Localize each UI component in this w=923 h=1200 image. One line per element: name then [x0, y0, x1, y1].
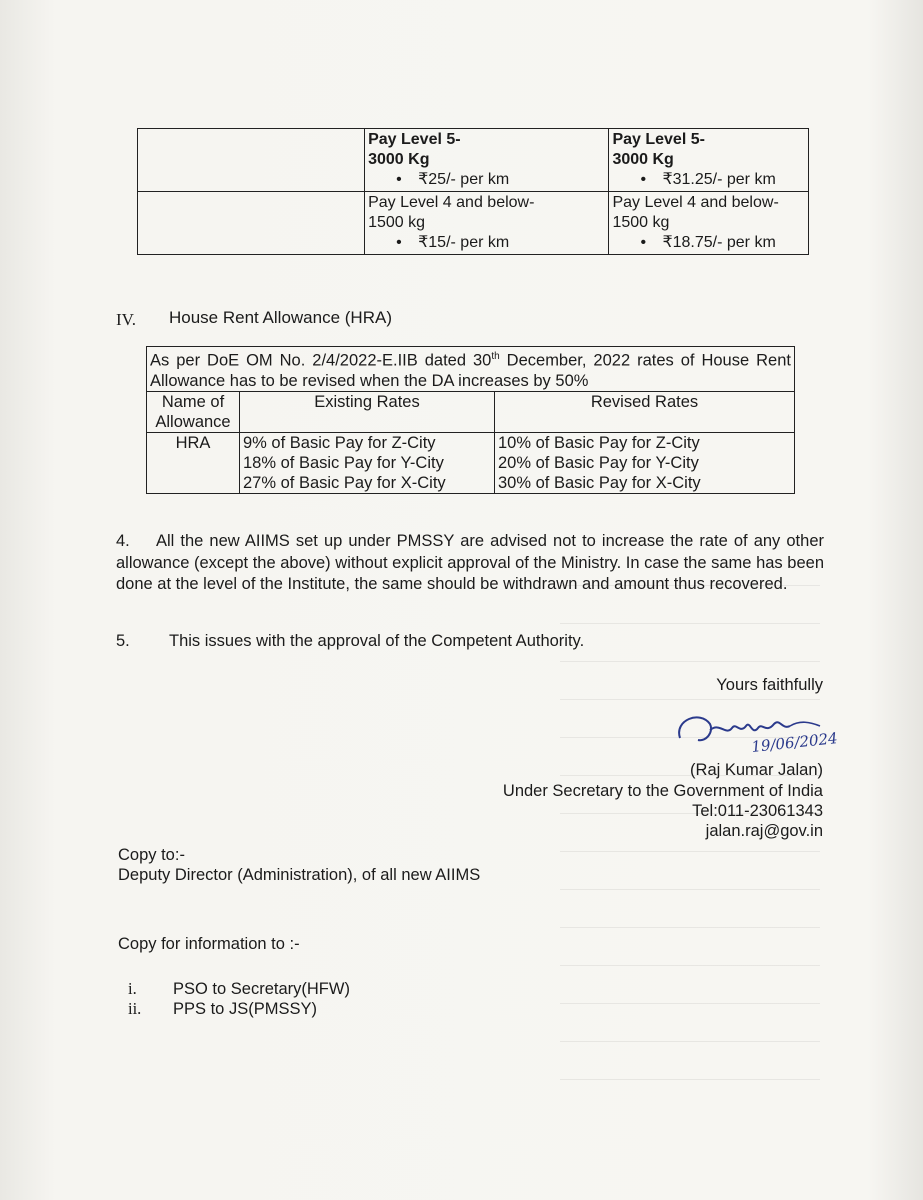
transport-rates-table-fragment: [137, 128, 809, 255]
paragraph-number: 4.: [116, 532, 130, 550]
rate-line: 18% of Basic Pay for Y-City: [243, 453, 444, 472]
pay-level-weight: 1500 kg: [368, 214, 426, 231]
signatory-designation: Under Secretary to the Government of India: [502, 782, 823, 800]
table-row: [147, 347, 795, 392]
handwritten-signature: [670, 700, 870, 760]
table-row: [138, 192, 809, 255]
pay-level-title: Pay Level 4 and below-: [368, 194, 535, 211]
section-title: House Rent Allowance (HRA): [169, 308, 392, 327]
pay-level-weight: 3000 Kg: [368, 151, 430, 168]
list-numeral: ii.: [128, 999, 142, 1018]
signatory-name: (Raj Kumar Jalan): [690, 761, 823, 779]
existing-rates-cell: [240, 432, 495, 493]
pay-level-title: Pay Level 4 and below-: [612, 194, 779, 211]
table-cell: [609, 192, 809, 255]
table-header-row: [147, 391, 795, 432]
list-text: PSO to Secretary(HFW): [173, 980, 350, 998]
allowance-name: HRA: [147, 432, 240, 493]
rate-line: 30% of Basic Pay for X-City: [498, 473, 701, 492]
rate-bullet: • ₹18.75/- per km: [612, 233, 805, 253]
rate-line: 10% of Basic Pay for Z-City: [498, 433, 700, 452]
revised-rates-cell: [495, 432, 795, 493]
column-header: Name of Allowance: [147, 391, 240, 432]
list-item: [128, 979, 350, 999]
table-row: [147, 432, 795, 493]
signatory-tel: Tel:011-23061343: [692, 802, 823, 820]
table-cell: [365, 129, 609, 192]
rate-bullet: • ₹25/- per km: [368, 170, 605, 190]
svg-text:19/06/2024: 19/06/2024: [750, 729, 839, 756]
rate-line: 9% of Basic Pay for Z-City: [243, 433, 436, 452]
rate-line: 27% of Basic Pay for X-City: [243, 473, 446, 492]
hra-intro-cell: [147, 347, 795, 392]
list-numeral: i.: [128, 979, 137, 998]
section-number: IV.: [116, 310, 136, 329]
table-cell-empty: [138, 192, 365, 255]
hra-table: [146, 346, 795, 494]
list-text: PPS to JS(PMSSY): [173, 1000, 317, 1018]
closing: Yours faithfully: [716, 676, 823, 694]
rate-bullet: • ₹15/- per km: [368, 233, 605, 253]
pay-level-title: Pay Level 5-: [368, 131, 461, 148]
copy-to-label: Copy to:-: [118, 846, 185, 864]
pay-level-weight: 1500 kg: [612, 214, 670, 231]
paragraph-text: This issues with the approval of the Competent Authority.: [169, 632, 585, 650]
table-cell: [365, 192, 609, 255]
pay-level-weight: 3000 Kg: [612, 151, 674, 168]
paragraph-4: [116, 531, 824, 596]
signatory-email: jalan.raj@gov.in: [705, 822, 823, 840]
table-cell-empty: [138, 129, 365, 192]
pay-level-title: Pay Level 5-: [612, 131, 705, 148]
column-header: Revised Rates: [495, 391, 795, 432]
paragraph-number: 5.: [116, 632, 130, 650]
copy-to-recipient: Deputy Director (Administration), of all new AIIMS: [118, 866, 481, 884]
hra-intro-b: December, 2022 rates of House Rent Allowance has to be revised when the DA increases by 50%: [150, 351, 791, 390]
paragraph-5: [116, 632, 584, 651]
rate-bullet: • ₹31.25/- per km: [612, 170, 805, 190]
copy-info-label: Copy for information to :-: [118, 935, 300, 953]
rate-line: 20% of Basic Pay for Y-City: [498, 453, 699, 472]
hra-intro-sup: th: [491, 351, 500, 362]
hra-intro-a: As per DoE OM No. 2/4/2022-E.IIB dated 30: [150, 351, 492, 370]
table-cell: [609, 129, 809, 192]
list-item: [128, 999, 317, 1019]
table-row: [138, 129, 809, 192]
paragraph-text: All the new AIIMS set up under PMSSY are advised not to increase the rate of any other allowance (except the above) without explicit approval of the Ministry. In case the same has been done at the level of the Institute, the same should be withdrawn and amount thus recovered.: [116, 532, 824, 593]
column-header: Existing Rates: [240, 391, 495, 432]
